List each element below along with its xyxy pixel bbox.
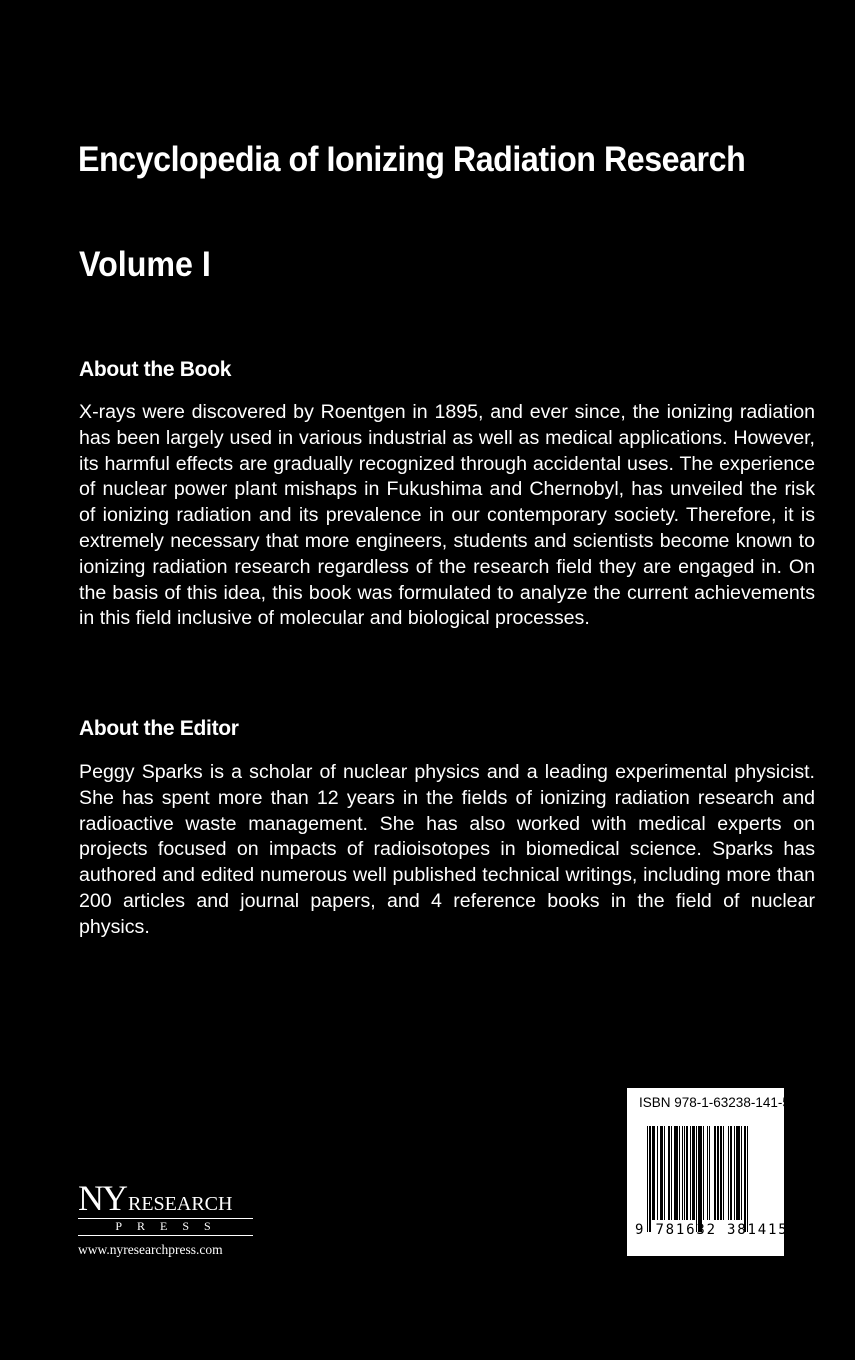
logo-research: RESEARCH	[128, 1193, 233, 1215]
barcode-digits: 9 781632 381415	[635, 1222, 789, 1238]
publisher-url: www.nyresearchpress.com	[78, 1242, 223, 1257]
volume-label: Volume I	[79, 245, 211, 284]
logo-ny: NY	[78, 1178, 126, 1218]
about-editor-heading: About the Editor	[79, 717, 239, 740]
book-title: Encyclopedia of Ionizing Radiation Research	[78, 140, 746, 179]
isbn-label: ISBN 978-1-63238-141-5	[639, 1095, 790, 1110]
publisher-logo	[78, 1180, 253, 1258]
about-editor-text: Peggy Sparks is a scholar of nuclear physics and a leading experimental physicist. She has spent more than 12 years in the fields of ionizing radiation research and radioactive waste management. She has also worked with medical experts on projects focused on impacts of radioisotopes in biomedical science. Sparks has authored and edited numerous well published technical writings, including more than 200 articles and journal papers, and 4 reference books in the field of nuclear physics.	[79, 761, 815, 938]
logo-rule-bottom	[78, 1235, 253, 1236]
logo-press: PRESS	[115, 1219, 226, 1233]
about-book-heading: About the Book	[79, 358, 232, 381]
isbn-barcode-box	[627, 1088, 790, 1256]
about-book-text: X-rays were discovered by Roentgen in 1895, and ever since, the ionizing radiation has been largely used in various industrial as well as medical applications. However, its harmful effects are gradually recognized through accidental uses. The experience of nuclear power plant mishaps in Fukushima and Chernobyl, has unveiled the risk of ionizing radiation and its prevalence in our contemporary society. Therefore, it is extremely necessary that more engineers, students and scientists become known to ionizing radiation research regardless of the research field they are engaged in. On the basis of this idea, this book was formulated to analyze the current achievements in this field inclusive of molecular and biological processes.	[79, 401, 815, 630]
barcode-icon	[647, 1126, 775, 1232]
